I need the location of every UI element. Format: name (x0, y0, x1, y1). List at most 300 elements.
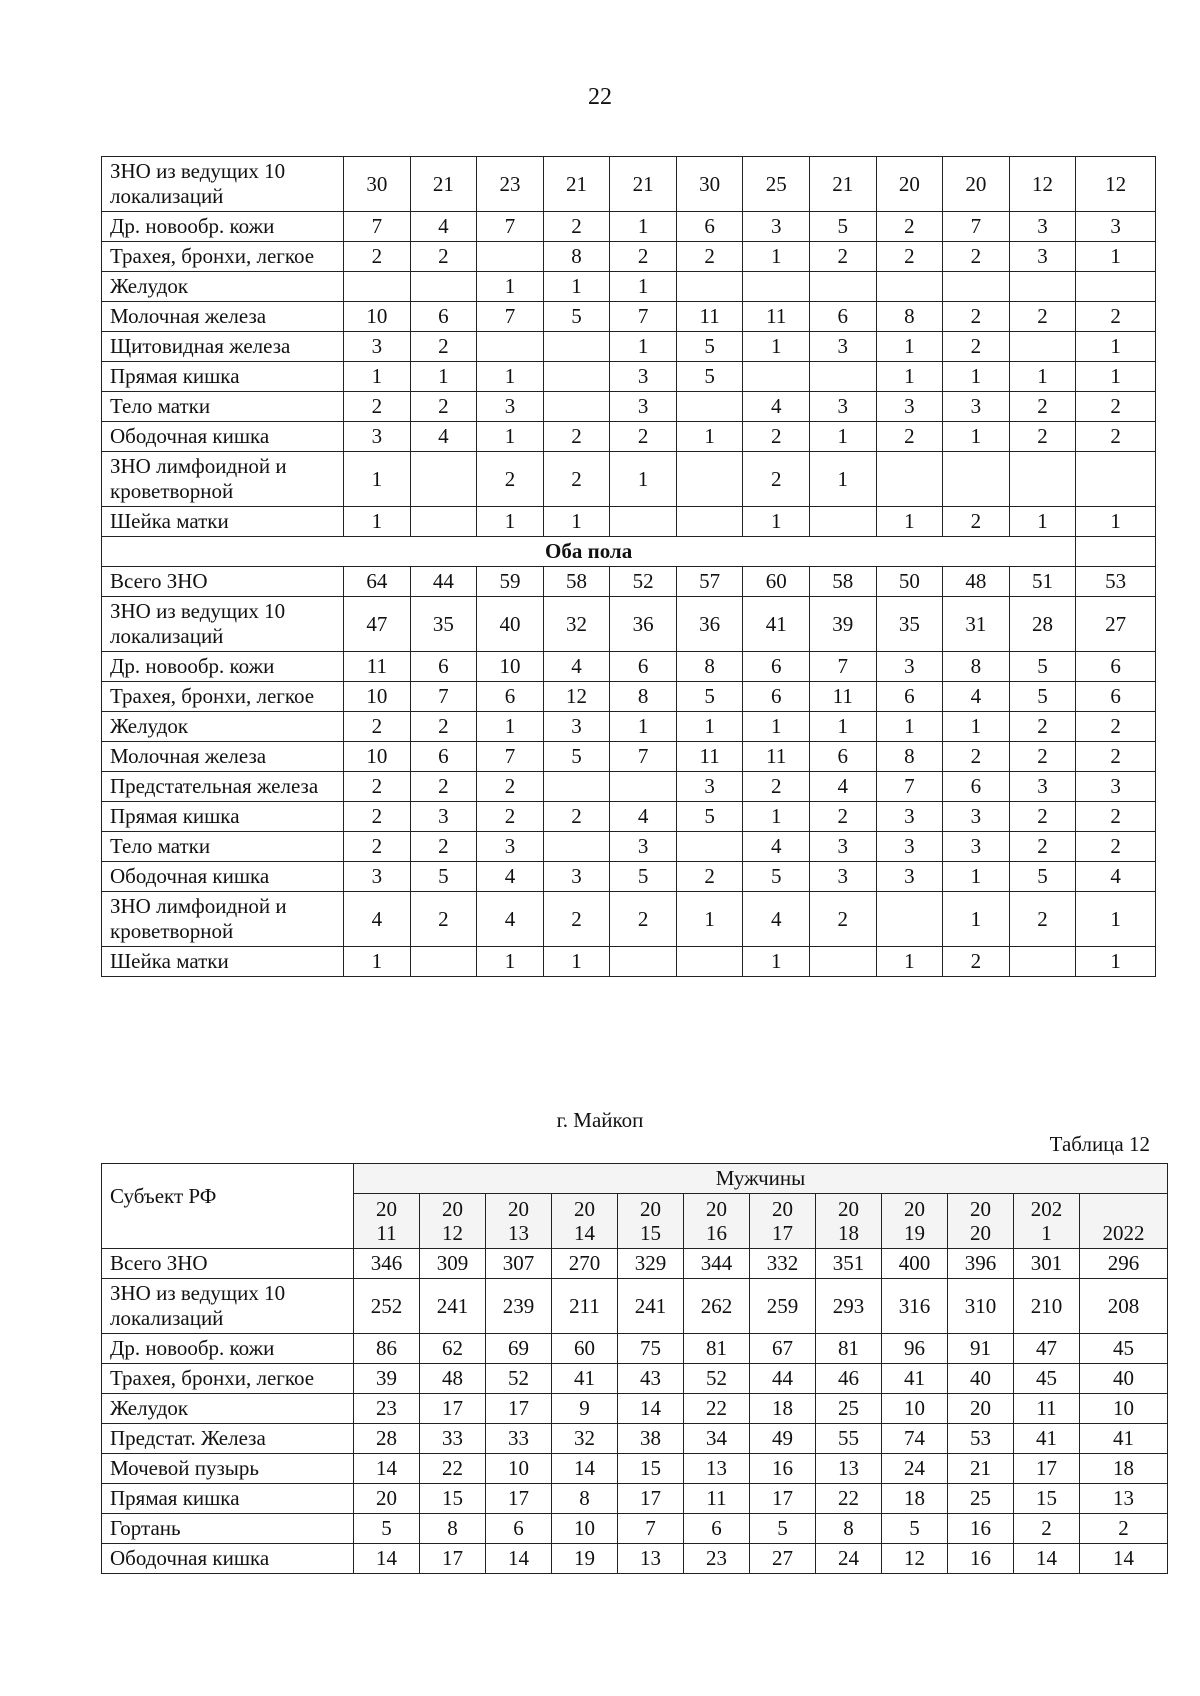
table-cell: 31 (943, 597, 1010, 652)
table-cell: 1 (543, 272, 610, 302)
row-label: Тело матки (102, 832, 344, 862)
table-row (102, 1334, 1168, 1364)
table-cell: 30 (676, 157, 743, 212)
table-cell: 5 (354, 1514, 420, 1544)
table-cell: 12 (1009, 157, 1076, 212)
section-title-both-sexes: Оба пола (102, 537, 1076, 567)
table-cell: 1 (676, 712, 743, 742)
table-cell: 309 (420, 1249, 486, 1279)
table-cell: 10 (1080, 1394, 1168, 1424)
table-cell: 51 (1009, 567, 1076, 597)
table-cell (943, 452, 1010, 507)
table-cell: 1 (810, 422, 877, 452)
table-cell: 2 (1009, 742, 1076, 772)
year-header (882, 1194, 948, 1249)
table-cell: 1 (344, 947, 411, 977)
table-cell: 49 (750, 1424, 816, 1454)
year-header (1014, 1194, 1080, 1249)
table-cell: 43 (618, 1364, 684, 1394)
table-cell (676, 507, 743, 537)
table-cell: 1 (943, 862, 1010, 892)
table-row (102, 302, 1156, 332)
table-cell: 39 (354, 1364, 420, 1394)
table-cell: 2 (344, 772, 411, 802)
table-cell: 27 (750, 1544, 816, 1574)
table-cell: 5 (743, 862, 810, 892)
table-row (102, 712, 1156, 742)
row-label: Др. новообр. кожи (102, 652, 344, 682)
table-cell: 13 (618, 1544, 684, 1574)
table-cell: 2 (876, 242, 943, 272)
table-cell: 59 (477, 567, 544, 597)
row-label: Прямая кишка (102, 362, 344, 392)
year-part-bottom: 18 (838, 1221, 859, 1245)
row-label: Прямая кишка (102, 1484, 354, 1514)
table-cell: 1 (743, 947, 810, 977)
table-cell: 2 (610, 242, 677, 272)
table-cell (876, 452, 943, 507)
table-cell: 21 (948, 1454, 1014, 1484)
table-cell: 41 (882, 1364, 948, 1394)
table-cell: 11 (676, 742, 743, 772)
table-row (102, 242, 1156, 272)
table-row (102, 567, 1156, 597)
table-cell: 47 (344, 597, 411, 652)
table-cell: 2 (410, 242, 477, 272)
table-cell: 14 (552, 1454, 618, 1484)
table-cell: 60 (552, 1334, 618, 1364)
table-cell: 3 (477, 832, 544, 862)
table-cell: 1 (543, 507, 610, 537)
table-cell: 14 (354, 1454, 420, 1484)
table-cell: 15 (420, 1484, 486, 1514)
table2-rows (102, 1249, 1168, 1574)
table-cell: 4 (610, 802, 677, 832)
subject-header: Субъект РФ (102, 1164, 354, 1249)
table-cell: 20 (354, 1484, 420, 1514)
table-cell (1076, 452, 1156, 507)
row-label: ЗНО из ведущих 10 локализаций (102, 597, 344, 652)
table-cell: 2 (477, 802, 544, 832)
row-label: Шейка матки (102, 947, 344, 977)
table-cell (676, 272, 743, 302)
table-row (102, 422, 1156, 452)
table-cell: 241 (618, 1279, 684, 1334)
table-cell: 8 (610, 682, 677, 712)
table-cell (810, 947, 877, 977)
table-cell: 55 (816, 1424, 882, 1454)
table-cell: 1 (810, 712, 877, 742)
row-label: ЗНО лимфоидной и кроветворной (102, 452, 344, 507)
row-label: Др. новообр. кожи (102, 1334, 354, 1364)
table-row (102, 892, 1156, 947)
row-label: Желудок (102, 272, 344, 302)
table-cell: 2 (410, 392, 477, 422)
table-cell: 3 (743, 212, 810, 242)
table-cell: 11 (1014, 1394, 1080, 1424)
table-cell (610, 947, 677, 977)
table-row (102, 272, 1156, 302)
table-cell: 23 (477, 157, 544, 212)
table-cell: 17 (486, 1484, 552, 1514)
table-cell: 7 (344, 212, 411, 242)
table-cell: 13 (684, 1454, 750, 1484)
table-cell: 6 (676, 212, 743, 242)
table-cell: 11 (684, 1484, 750, 1514)
table-cell: 15 (618, 1454, 684, 1484)
table-cell: 18 (882, 1484, 948, 1514)
table-cell: 7 (477, 742, 544, 772)
table-cell: 2 (676, 242, 743, 272)
table-cell: 40 (477, 597, 544, 652)
table-cell: 19 (552, 1544, 618, 1574)
table-cell: 22 (816, 1484, 882, 1514)
table-cell: 33 (486, 1424, 552, 1454)
table-cell: 5 (676, 682, 743, 712)
table-cell: 2 (410, 332, 477, 362)
table-cell: 16 (750, 1454, 816, 1484)
table-cell: 3 (543, 712, 610, 742)
row-label: Предстат. Железа (102, 1424, 354, 1454)
year-header (486, 1194, 552, 1249)
table-cell (610, 772, 677, 802)
year-part-bottom: 20 (970, 1221, 991, 1245)
table-cell (743, 362, 810, 392)
table-cell: 211 (552, 1279, 618, 1334)
table-cell (410, 452, 477, 507)
year-part-bottom: 15 (640, 1221, 661, 1245)
table-row (102, 772, 1156, 802)
table-cell (810, 507, 877, 537)
table-cell (344, 272, 411, 302)
row-label: Желудок (102, 1394, 354, 1424)
table-cell: 239 (486, 1279, 552, 1334)
year-part-bottom: 16 (706, 1221, 727, 1245)
table-cell: 14 (1014, 1544, 1080, 1574)
table-cell: 1 (1009, 362, 1076, 392)
table-cell (410, 272, 477, 302)
table-cell: 81 (816, 1334, 882, 1364)
table-cell: 2 (543, 422, 610, 452)
year-header (354, 1194, 420, 1249)
table-row (102, 1424, 1168, 1454)
table-cell: 2 (344, 802, 411, 832)
table-cell: 69 (486, 1334, 552, 1364)
table-cell: 5 (810, 212, 877, 242)
table-cell: 1 (610, 712, 677, 742)
table-cell: 4 (1076, 862, 1156, 892)
table-cell: 329 (618, 1249, 684, 1279)
table-cell: 1 (1076, 242, 1156, 272)
table-cell: 2 (410, 772, 477, 802)
table-cell: 36 (610, 597, 677, 652)
table-cell: 1 (477, 507, 544, 537)
table-cell: 11 (344, 652, 411, 682)
table-cell: 307 (486, 1249, 552, 1279)
table-cell: 2 (1009, 302, 1076, 332)
table-cell: 10 (486, 1454, 552, 1484)
table-cell: 7 (876, 772, 943, 802)
table-cell (543, 832, 610, 862)
table-cell: 2 (477, 452, 544, 507)
table-cell: 91 (948, 1334, 1014, 1364)
table-cell: 6 (743, 652, 810, 682)
table-row (102, 1544, 1168, 1574)
table-cell: 4 (477, 892, 544, 947)
year-header (1080, 1194, 1168, 1249)
table-cell: 1 (876, 362, 943, 392)
year-part-bottom: 11 (376, 1221, 397, 1245)
table-cell: 6 (810, 302, 877, 332)
table-cell: 1 (743, 242, 810, 272)
table-cell: 3 (610, 362, 677, 392)
table-cell: 3 (810, 392, 877, 422)
table-cell: 2 (344, 392, 411, 422)
table-cell: 28 (1009, 597, 1076, 652)
table-cell: 2 (410, 832, 477, 862)
table-cell (810, 272, 877, 302)
table-cell: 2 (810, 242, 877, 272)
table-cell: 5 (882, 1514, 948, 1544)
table-cell: 3 (876, 862, 943, 892)
table-cell: 35 (876, 597, 943, 652)
table-cell: 62 (420, 1334, 486, 1364)
table-cell: 13 (816, 1454, 882, 1484)
table-cell: 5 (543, 742, 610, 772)
table-cell: 3 (943, 832, 1010, 862)
year-part-top: 20 (508, 1197, 529, 1221)
table-cell: 25 (948, 1484, 1014, 1514)
table-row (102, 802, 1156, 832)
table-cell: 15 (1014, 1484, 1080, 1514)
year-part-top: 20 (904, 1197, 925, 1221)
table-cell: 1 (610, 332, 677, 362)
table-cell: 3 (344, 422, 411, 452)
row-label: Трахея, бронхи, легкое (102, 1364, 354, 1394)
table-cell: 67 (750, 1334, 816, 1364)
table-cell: 22 (420, 1454, 486, 1484)
table-cell: 12 (543, 682, 610, 712)
table-cell: 3 (410, 802, 477, 832)
table-cell: 4 (743, 892, 810, 947)
table-row (102, 362, 1156, 392)
table-cell (1076, 272, 1156, 302)
table-cell: 13 (1080, 1484, 1168, 1514)
table-cell: 2 (543, 212, 610, 242)
table-cell: 4 (410, 422, 477, 452)
table-cell (810, 362, 877, 392)
table-cell: 6 (410, 742, 477, 772)
row-label: Трахея, бронхи, легкое (102, 682, 344, 712)
table-cell: 346 (354, 1249, 420, 1279)
table-cell: 45 (1080, 1334, 1168, 1364)
row-label: Ободочная кишка (102, 862, 344, 892)
table-cell: 2 (943, 302, 1010, 332)
table-cell (410, 947, 477, 977)
table-cell: 8 (420, 1514, 486, 1544)
year-part-bottom: 1 (1041, 1221, 1052, 1245)
row-label: Тело матки (102, 392, 344, 422)
table-cell: 2 (1009, 832, 1076, 862)
table-cell (477, 242, 544, 272)
table-cell: 28 (354, 1424, 420, 1454)
table-cell: 8 (552, 1484, 618, 1514)
table-cell: 8 (676, 652, 743, 682)
table-cell (1009, 452, 1076, 507)
table-cell: 6 (743, 682, 810, 712)
table-cell: 3 (610, 832, 677, 862)
table-cell: 2 (410, 712, 477, 742)
table-cell: 6 (684, 1514, 750, 1544)
table-cell (676, 947, 743, 977)
table-cell: 4 (477, 862, 544, 892)
table-cell: 3 (477, 392, 544, 422)
table-cell: 17 (750, 1484, 816, 1514)
table-cell: 1 (876, 947, 943, 977)
year-part-top (1082, 1197, 1165, 1221)
table-cell (1009, 272, 1076, 302)
table-cell: 2 (610, 892, 677, 947)
table-cell: 2 (676, 862, 743, 892)
table-row (102, 392, 1156, 422)
table-cell: 316 (882, 1279, 948, 1334)
table-cell: 9 (552, 1394, 618, 1424)
table-cell: 1 (610, 272, 677, 302)
table-cell: 5 (410, 862, 477, 892)
table-cell: 2 (1076, 302, 1156, 332)
table-cell: 400 (882, 1249, 948, 1279)
table-row (102, 682, 1156, 712)
table-cell (543, 392, 610, 422)
table-cell: 58 (543, 567, 610, 597)
table-cell: 270 (552, 1249, 618, 1279)
table-cell: 41 (1080, 1424, 1168, 1454)
table-cell: 1 (344, 507, 411, 537)
table-row (102, 1249, 1168, 1279)
table-cell: 8 (543, 242, 610, 272)
table-cell (1009, 332, 1076, 362)
year-part-bottom: 19 (904, 1221, 925, 1245)
table-cell: 6 (410, 652, 477, 682)
table-cell: 11 (743, 742, 810, 772)
table-cell (477, 332, 544, 362)
table-cell: 344 (684, 1249, 750, 1279)
table-cell: 52 (486, 1364, 552, 1394)
table-cell: 1 (743, 802, 810, 832)
row-label: ЗНО из ведущих 10 локализаций (102, 157, 344, 212)
table-cell: 259 (750, 1279, 816, 1334)
table-cell: 3 (876, 652, 943, 682)
table-cell: 22 (684, 1394, 750, 1424)
table-cell: 3 (676, 772, 743, 802)
table-cell: 2 (410, 892, 477, 947)
year-part-top: 20 (574, 1197, 595, 1221)
table-cell: 4 (810, 772, 877, 802)
table-cell: 3 (876, 832, 943, 862)
table-cell: 41 (1014, 1424, 1080, 1454)
table-cell: 4 (344, 892, 411, 947)
row-label: Мочевой пузырь (102, 1454, 354, 1484)
table-row (102, 832, 1156, 862)
table-cell: 35 (410, 597, 477, 652)
table-cell: 10 (344, 302, 411, 332)
row-label: Гортань (102, 1514, 354, 1544)
year-part-bottom: 13 (508, 1221, 529, 1245)
table-cell: 48 (420, 1364, 486, 1394)
table-cell: 2 (1009, 422, 1076, 452)
table-cell: 24 (816, 1544, 882, 1574)
table-cell: 18 (750, 1394, 816, 1424)
table-cell: 5 (1009, 862, 1076, 892)
table-cell: 2 (1076, 712, 1156, 742)
table-cell (543, 772, 610, 802)
table-cell: 52 (610, 567, 677, 597)
table-row (102, 507, 1156, 537)
table1-rows-after (102, 567, 1156, 977)
table-cell: 10 (477, 652, 544, 682)
table-cell (610, 507, 677, 537)
table-cell: 5 (676, 802, 743, 832)
table-cell: 3 (1009, 772, 1076, 802)
table-cell (543, 332, 610, 362)
table-cell: 5 (1009, 652, 1076, 682)
table-cell: 1 (477, 272, 544, 302)
table-cell (676, 392, 743, 422)
incidence-table-continued (101, 156, 1156, 977)
table-cell: 81 (684, 1334, 750, 1364)
table-cell: 10 (882, 1394, 948, 1424)
table-cell: 2 (876, 422, 943, 452)
table-cell: 7 (810, 652, 877, 682)
table-cell: 17 (1014, 1454, 1080, 1484)
table-cell: 1 (943, 892, 1010, 947)
table-row (102, 1364, 1168, 1394)
table-cell (1009, 947, 1076, 977)
table-cell: 1 (876, 507, 943, 537)
year-part-top: 20 (376, 1197, 397, 1221)
table-cell: 39 (810, 597, 877, 652)
group-header-men: Мужчины (354, 1164, 1168, 1194)
table-cell: 23 (354, 1394, 420, 1424)
empty-cell (1076, 537, 1156, 567)
table-cell: 8 (943, 652, 1010, 682)
table-row (102, 1394, 1168, 1424)
row-label: Шейка матки (102, 507, 344, 537)
table-cell: 6 (410, 302, 477, 332)
table-cell: 2 (1076, 422, 1156, 452)
table-cell: 14 (354, 1544, 420, 1574)
table-row (102, 212, 1156, 242)
table-cell: 5 (676, 332, 743, 362)
table-cell: 6 (486, 1514, 552, 1544)
table-cell: 8 (816, 1514, 882, 1544)
table-cell: 296 (1080, 1249, 1168, 1279)
table-row (102, 1514, 1168, 1544)
table-cell: 48 (943, 567, 1010, 597)
table-cell: 1 (810, 452, 877, 507)
table-cell: 1 (1076, 507, 1156, 537)
table-cell: 4 (743, 832, 810, 862)
table-cell: 44 (410, 567, 477, 597)
table-cell: 2 (810, 802, 877, 832)
table-cell: 36 (676, 597, 743, 652)
table-cell: 1 (477, 422, 544, 452)
table-cell: 21 (610, 157, 677, 212)
table-cell: 32 (552, 1424, 618, 1454)
table-cell: 5 (1009, 682, 1076, 712)
table-cell: 21 (410, 157, 477, 212)
table-cell: 3 (543, 862, 610, 892)
